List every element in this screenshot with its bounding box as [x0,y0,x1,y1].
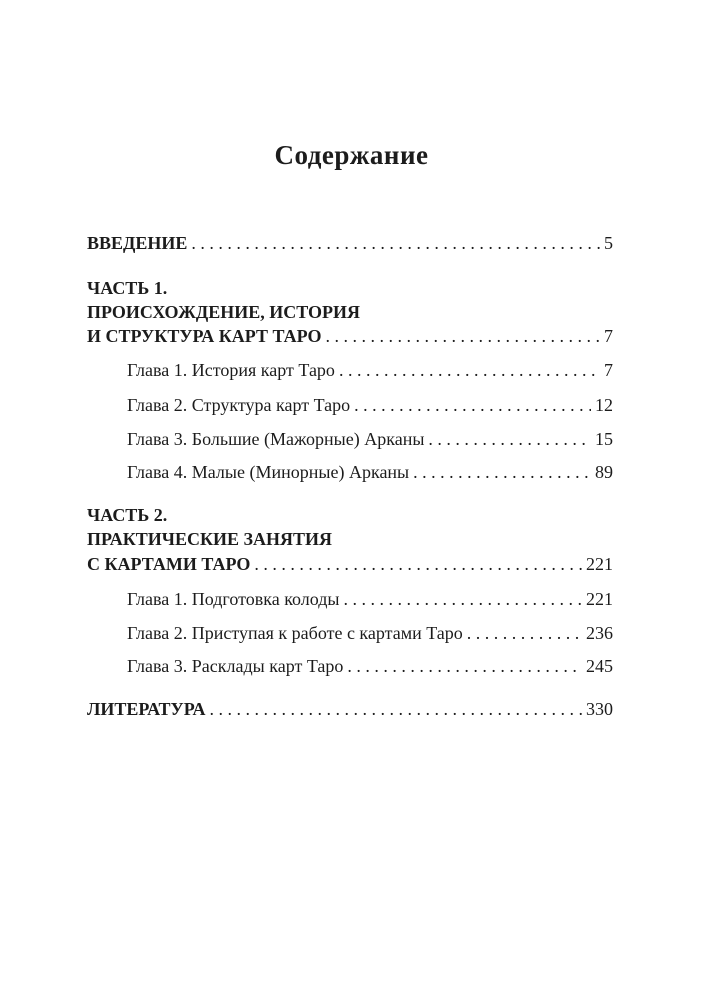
toc-page-number: 330 [586,699,613,719]
toc-page-number: 5 [604,233,613,253]
toc-page-number: 245 [586,656,613,676]
toc-page-number: 221 [586,589,613,609]
toc-page-number: 89 [595,462,613,482]
toc-entry-label: Глава 1. Подготовка колоды [127,589,340,609]
toc-entry-part1[interactable] [87,324,613,348]
toc-page-number: 221 [586,554,613,574]
toc-entry-part1-chapter2[interactable] [127,393,613,417]
toc-entry-label: Глава 3. Большие (Мажорные) Арканы [127,429,425,449]
toc-entry-part1-chapter3[interactable] [127,427,613,451]
toc-page-number: 7 [604,326,613,346]
toc-entry-part2-chapter3[interactable] [127,654,613,678]
toc-entry-intro[interactable] [87,231,613,255]
toc-page-number: 7 [604,360,613,380]
toc-entry-part1-chapter1[interactable] [127,358,613,382]
dot-leader [191,231,600,255]
toc-page-number: 15 [595,429,613,449]
part1-heading-line2: ПРОИСХОЖДЕНИЕ, ИСТОРИЯ [87,302,361,322]
toc-entry-label: ВВЕДЕНИЕ [87,233,188,253]
toc-entry-part2-chapter2[interactable] [127,621,613,645]
dot-leader [344,587,582,611]
toc-entry-label: Глава 2. Приступая к работе с картами Таро [127,623,463,643]
dot-leader [254,552,582,576]
toc-entry-part2[interactable] [87,552,613,576]
dot-leader [209,697,582,721]
page-title: Содержание [274,140,429,170]
toc-entry-literature[interactable] [87,697,613,721]
toc-entry-part2-chapter1[interactable] [127,587,613,611]
dot-leader [326,324,601,348]
toc-entry-label: Глава 2. Структура карт Таро [127,395,351,415]
toc-entry-label: С КАРТАМИ ТАРО [87,554,251,574]
toc-page-number: 12 [595,395,613,415]
dot-leader [347,654,582,678]
part1-heading-line1: ЧАСТЬ 1. [87,278,168,298]
toc-page-number: 236 [586,623,613,643]
toc-entry-part1-chapter4[interactable] [127,460,613,484]
part2-heading-line2: ПРАКТИЧЕСКИЕ ЗАНЯТИЯ [87,529,333,549]
toc-entry-label: Глава 4. Малые (Минорные) Арканы [127,462,410,482]
toc-entry-label: Глава 3. Расклады карт Таро [127,656,344,676]
dot-leader [428,427,591,451]
dot-leader [467,621,582,645]
dot-leader [339,358,600,382]
toc-entry-label: ЛИТЕРАТУРА [87,699,206,719]
dot-leader [413,460,591,484]
toc-entry-label: Глава 1. История карт Таро [127,360,335,380]
toc-entry-label: И СТРУКТУРА КАРТ ТАРО [87,326,322,346]
part2-heading-line1: ЧАСТЬ 2. [87,505,168,525]
dot-leader [354,393,591,417]
